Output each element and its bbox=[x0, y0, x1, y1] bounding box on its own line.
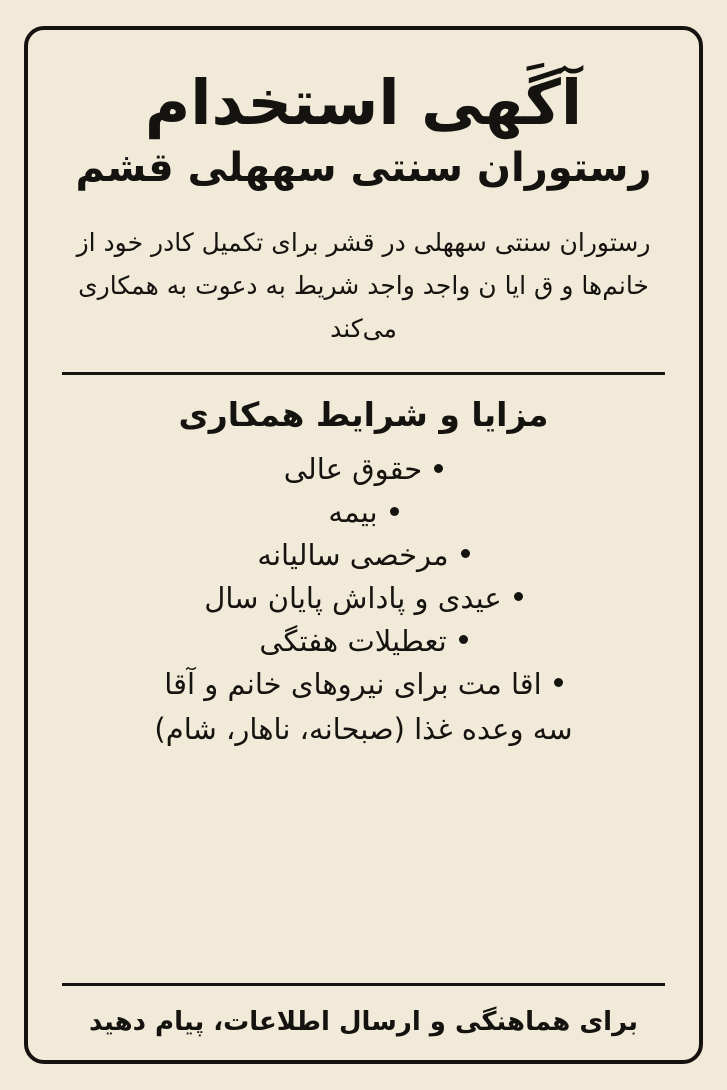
poster-frame bbox=[24, 26, 703, 1064]
bullet-icon bbox=[461, 549, 470, 558]
divider-bottom bbox=[62, 983, 665, 986]
bullet-icon bbox=[554, 678, 563, 687]
contact-footer: برای هماهنگی و ارسال اطلاعات، پیام دهید bbox=[88, 1006, 639, 1037]
list-item-continuation: سه وعده غذا (صبحانه، ناهار، شام) bbox=[154, 711, 573, 746]
benefits-list bbox=[62, 448, 665, 750]
bullet-icon bbox=[390, 507, 399, 516]
list-item-label: حقوق عالی bbox=[283, 452, 423, 487]
bullet-icon bbox=[514, 592, 523, 601]
bullet-icon bbox=[434, 464, 443, 473]
list-item bbox=[62, 448, 665, 491]
list-item bbox=[62, 620, 665, 663]
section-title-benefits: مزایا و شرایط همکاری bbox=[178, 395, 549, 435]
page-title: آگَهی استخدام bbox=[144, 66, 583, 139]
list-item bbox=[62, 577, 665, 620]
list-item bbox=[62, 663, 665, 706]
title-block bbox=[62, 66, 665, 192]
list-item-label: تعطیلات هفتگی bbox=[259, 623, 447, 658]
list-item bbox=[62, 534, 665, 577]
divider-top bbox=[62, 372, 665, 375]
list-item-label: اقا مت برای نیروهای خانم و آقا bbox=[164, 666, 542, 701]
intro-paragraph: رستوران سنتی سههلی در قشر برای تکمیل کادر خود از خانم‌ها و ق ایا ن واجد واجد شریط به دعوت به همکاری می‌کند bbox=[76, 228, 651, 344]
list-item-label: مرخصی سالیانه bbox=[257, 537, 449, 572]
list-item bbox=[62, 491, 665, 534]
list-item-label: عیدی و پاداش پایان سال bbox=[204, 580, 502, 615]
layout-spacer bbox=[62, 750, 665, 964]
page-subtitle: رستوران سنتی سههلی قشم bbox=[75, 145, 652, 192]
bullet-icon bbox=[459, 635, 468, 644]
list-item-label: بیمه bbox=[328, 495, 378, 529]
